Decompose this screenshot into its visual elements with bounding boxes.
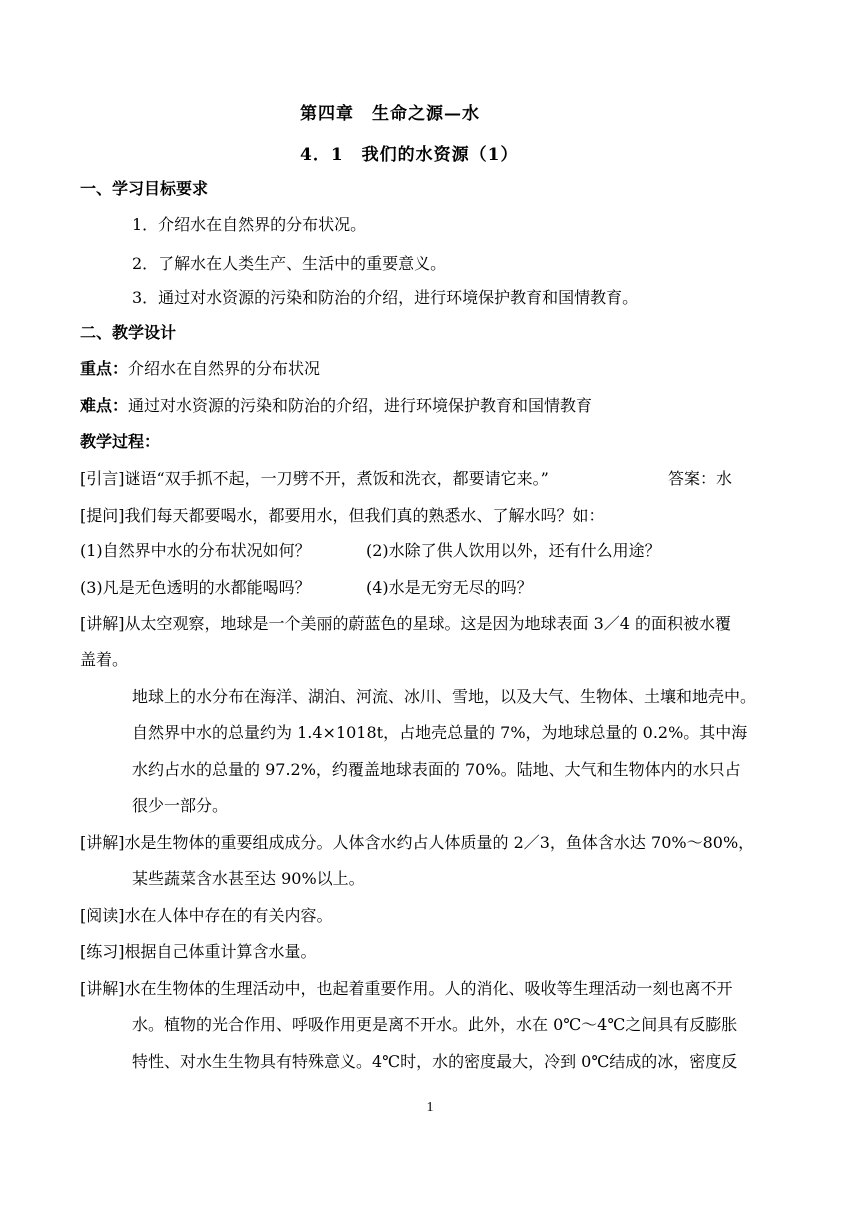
explain-paragraph-line: 某些蔬菜含水甚至达 90%以上。 [132, 869, 365, 888]
heading-learning-goals: 一、学习目标要求 [80, 179, 209, 198]
heading-teaching-design: 二、教学设计 [80, 323, 177, 342]
page-number: 1 [426, 1100, 434, 1115]
question-row [80, 541, 780, 561]
distribution-paragraph-line: 很少一部分。 [132, 796, 229, 815]
question-item: (2)水除了供人饮用以外，还有什么用途？ [366, 541, 661, 560]
section-title: 4．1 我们的水资源（1） [300, 145, 519, 165]
practice-line: [练习]根据自己体重计算含水量。 [80, 942, 317, 961]
goal-item: 2．了解水在人类生产、生活中的重要意义。 [132, 254, 447, 273]
question-item: (3)凡是无色透明的水都能喝吗？ [80, 578, 311, 597]
explain-paragraph-line: [讲解]从太空观察，地球是一个美丽的蔚蓝色的星球。这是因为地球表面 3／4 的面积被水覆 [80, 614, 732, 633]
distribution-paragraph-line: 地球上的水分布在海洋、湖泊、河流、冰川、雪地，以及大气、生物体、土壤和地壳中。 [132, 687, 757, 706]
difficulty-text: 通过对水资源的污染和防治的介绍，进行环境保护教育和国情教育 [128, 396, 593, 415]
chapter-title: 第四章 生命之源—水 [300, 104, 480, 124]
explain-paragraph-line: [讲解]水在生物体的生理活动中，也起着重要作用。人的消化、吸收等生理活动一刻也离不开 [80, 979, 733, 998]
key-point [80, 359, 320, 379]
riddle-line [80, 469, 780, 489]
question-row [80, 578, 780, 598]
question-item: (4)水是无穷无尽的吗？ [366, 578, 533, 597]
key-point-label: 重点： [80, 359, 129, 378]
key-point-text: 介绍水在自然界的分布状况 [128, 359, 321, 378]
teaching-process-label: 教学过程： [80, 432, 161, 451]
goal-item: 1．介绍水在自然界的分布状况。 [132, 215, 367, 234]
riddle-text: [引言]谜语“双手抓不起，一刀劈不开，煮饭和洗衣，都要请它来。” [80, 469, 549, 488]
riddle-answer: 答案：水 [668, 469, 733, 488]
reading-line: [阅读]水在人体中存在的有关内容。 [80, 906, 333, 925]
explain-paragraph-line: 特性、对水生生物具有特殊意义。4℃时，水的密度最大，冷到 0℃结成的冰，密度反 [132, 1052, 738, 1071]
goal-item: 3．通过对水资源的污染和防治的介绍，进行环境保护教育和国情教育。 [132, 288, 639, 307]
question-item: (1)自然界中水的分布状况如何？ [80, 541, 311, 560]
explain-paragraph-line: 盖着。 [80, 650, 129, 669]
explain-paragraph-line: 水。植物的光合作用、呼吸作用更是离不开水。此外，水在 0℃～4℃之间具有反膨胀 [132, 1015, 738, 1034]
difficulty-point [80, 396, 592, 416]
difficulty-label: 难点： [80, 396, 129, 415]
distribution-paragraph-line: 自然界中水的总量约为 1.4×1018t，占地壳总量的 7%，为地球总量的 0.2%。其中海 [132, 723, 748, 742]
explain-paragraph-line: [讲解]水是生物体的重要组成成分。人体含水约占人体质量的 2／3，鱼体含水达 70%～80%， [80, 833, 755, 852]
distribution-paragraph-line: 水约占水的总量的 97.2%，约覆盖地球表面的 70%。陆地、大气和生物体内的水只占 [132, 760, 741, 779]
question-intro: [提问]我们每天都要喝水，都要用水，但我们真的熟悉水、了解水吗？如： [80, 506, 605, 525]
